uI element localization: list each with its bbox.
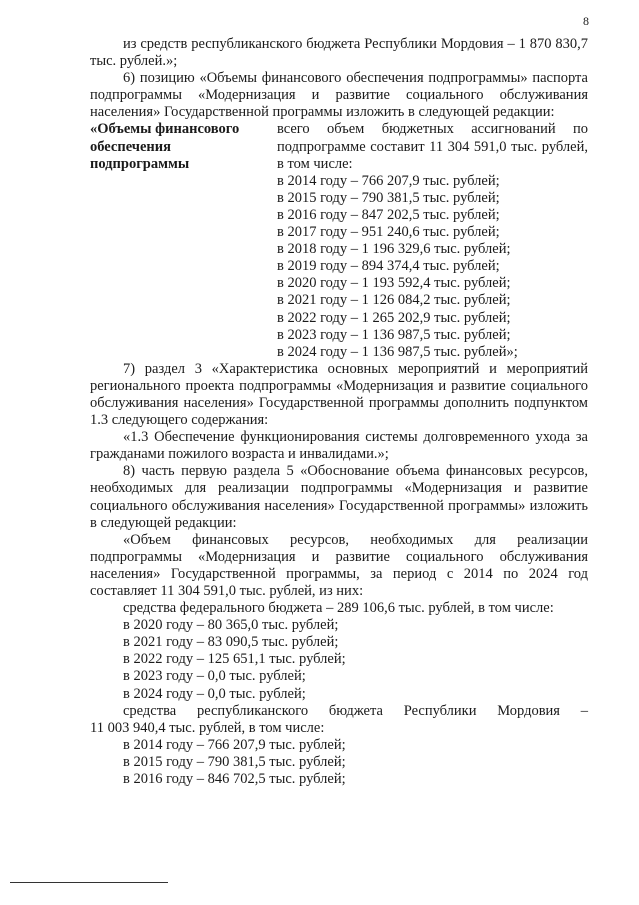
funding-year-row: в 2024 году – 1 136 987,5 тыс. рублей»;	[277, 343, 518, 360]
paragraph-resources-volume: «Объем финансовых ресурсов, необходимых для реализации подпрограммы «Модернизация и развитие социального обслуживания населения» Государственной программы, за период с 2014 по 2024 год составляет 11 304 591,0 тыс. рублей, из них:	[90, 531, 588, 599]
footnote-separator	[10, 882, 168, 883]
funding-table-label: «Объемы финансового обеспечения подпрограммы	[90, 121, 240, 172]
funding-table-values	[277, 121, 588, 360]
funding-year-row: в 2016 году – 847 202,5 тыс. рублей;	[277, 206, 500, 223]
funding-year-row: в 2023 году – 1 136 987,5 тыс. рублей;	[277, 326, 511, 343]
republic-budget-intro: средства республиканского бюджета Республики Мордовия –	[123, 702, 588, 719]
funding-table-intro: всего объем бюджетных ассигнований по подпрограмме составит 11 304 591,0 тыс. рублей, в том числе:	[277, 121, 588, 172]
federal-year-row: в 2020 году – 80 365,0 тыс. рублей;	[123, 617, 339, 634]
paragraph-item-8: 8) часть первую раздела 5 «Обоснование объема финансовых ресурсов, необходимых для реализации подпрограммы «Модернизация и развитие социального обслуживания населения» Государственной программы» изложить в следующей редакции:	[90, 463, 588, 531]
federal-year-row: в 2024 году – 0,0 тыс. рублей;	[123, 685, 306, 702]
funding-year-row: в 2021 году – 1 126 084,2 тыс. рублей;	[277, 292, 511, 309]
paragraph-item-6: 6) позицию «Объемы финансового обеспечения подпрограммы» паспорта подпрограммы «Модернизация и развитие социального обслуживания населения» Государственной программы изложить в следующей редакции:	[90, 70, 588, 121]
document-body	[90, 36, 588, 788]
federal-budget-intro: средства федерального бюджета – 289 106,6 тыс. рублей, в том числе:	[123, 600, 554, 617]
funding-year-row: в 2022 году – 1 265 202,9 тыс. рублей;	[277, 309, 511, 326]
funding-table	[90, 121, 588, 360]
republic-year-row: в 2014 году – 766 207,9 тыс. рублей;	[123, 736, 346, 753]
republic-budget-total: 11 003 940,4 тыс. рублей, в том числе:	[90, 719, 325, 736]
paragraph-subitem-1-3: «1.3 Обеспечение функционирования системы долговременного ухода за гражданами пожилого возраста и инвалидами.»;	[90, 429, 588, 463]
paragraph-item-7: 7) раздел 3 «Характеристика основных мероприятий и мероприятий регионального проекта подпрограммы «Модернизация и развитие социального обслуживания населения» Государственной программы дополнить подпунктом 1.3 следующего содержания:	[90, 360, 588, 429]
federal-year-row: в 2022 году – 125 651,1 тыс. рублей;	[123, 651, 346, 668]
page-number: 8	[583, 14, 589, 28]
funding-year-row: в 2014 году – 766 207,9 тыс. рублей;	[277, 172, 500, 189]
funding-year-row: в 2017 году – 951 240,6 тыс. рублей;	[277, 224, 500, 241]
republic-year-row: в 2016 году – 846 702,5 тыс. рублей;	[123, 771, 346, 788]
federal-year-row: в 2023 году – 0,0 тыс. рублей;	[123, 668, 306, 685]
republic-year-row: в 2015 году – 790 381,5 тыс. рублей;	[123, 753, 346, 770]
funding-year-row: в 2020 году – 1 193 592,4 тыс. рублей;	[277, 275, 511, 292]
federal-year-row: в 2021 году – 83 090,5 тыс. рублей;	[123, 634, 339, 651]
funding-year-row: в 2015 году – 790 381,5 тыс. рублей;	[277, 189, 500, 206]
paragraph-republic-funds-end: из средств республиканского бюджета Республики Мордовия – 1 870 830,7 тыс. рублей.»;	[90, 36, 588, 70]
funding-year-row: в 2019 году – 894 374,4 тыс. рублей;	[277, 258, 500, 275]
funding-year-row: в 2018 году – 1 196 329,6 тыс. рублей;	[277, 241, 511, 258]
